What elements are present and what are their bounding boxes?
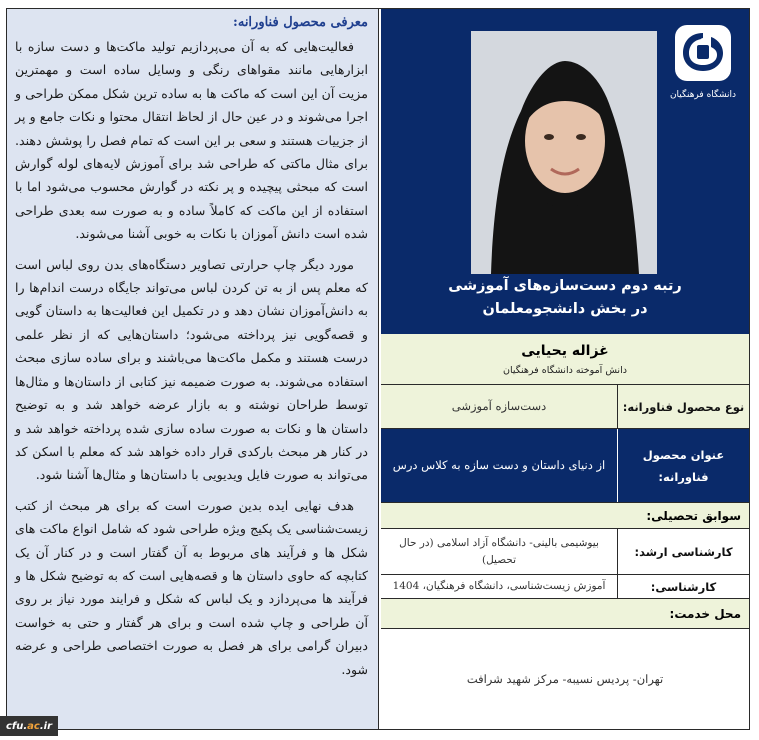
award-title-line1: رتبه دوم دست‌سازه‌های آموزشی [448, 278, 682, 294]
education-section-title: سوابق تحصیلی: [381, 503, 749, 529]
university-logo [667, 17, 739, 105]
row-product-title [381, 429, 749, 503]
award-title-line2: در بخش دانشجومعلمان [482, 301, 648, 317]
bachelor-value: آموزش زیست‌شناسی، دانشگاه فرهنگیان، 1404 [392, 580, 606, 592]
service-value: تهران- پردیس نسیبه- مرکز شهید شرافت [466, 671, 664, 686]
intro-heading: معرفی محصول فناورانه: [233, 15, 368, 30]
product-type-value: دست‌سازه آموزشی [451, 399, 547, 413]
row-product-type [381, 385, 749, 429]
row-bachelor [381, 575, 749, 599]
intro-paragraph: مورد دیگر چاپ حرارتی تصاویر دستگاه‌های بدن روی لباس است که معلم پس از به تن کردن لباس می‌تواند جایگاه درست اندام‌ها را به دانش‌آموزان نشان دهد و در تکمیل این فعالیت‌ها به داستان گویی و قصه‌گویی نیز پرداخته می‌شود؛ داستان‌هایی که از نظر علمی درست هستند و مکمل ماکت‌ها می‌باشند و برای ساده سازی مبحث استفاده می‌شوند. به صورت ضمیمه نیز کتابی از داستان‌ها و مثال‌ها توسط طراحان نوشته و به بازار عرضه خواهد شد و به توضیح داستان ها و نکات به صورت ساده سازی شده پرداخته خواهد شد و در کنار هر مبحث بارکدی قرار داده خواهد شد که معلم با اسکن کد می‌تواند به صورت فایل ویدیویی با داستان‌ها و مثال‌ها آشنا شود. [15, 256, 368, 483]
portrait-photo [471, 31, 657, 274]
portrait-image [471, 31, 657, 274]
profile-panel [381, 9, 749, 729]
person-name: غزاله یحیایی [521, 343, 609, 359]
intro-paragraph: هدف نهایی ایده بدین صورت است که برای هر مبحث از کتب زیست‌شناسی یک پکیج ویژه طراحی شود که شامل انواع ماکت های شکل ها و فرآیند های مربوط به آن گفتار است و در کنار آن یک کتابچه که حاوی داستان ها و قصه‌هایی است که به توضیح شکل ها و فرآیند ها می‌پردازد و یک لباس که شکل و فرایند مورد نیاز بر روی آن طراحی و چاپ شده است و برای هر گفتار و حتی به خواست دبیران گرامی برای هر فصل به صورت اختصاصی طراحی و عرضه شود. [15, 497, 368, 677]
product-title-label: عنوان محصول فناورانه: [617, 429, 749, 502]
logo-caption: دانشگاه فرهنگیان [669, 90, 737, 100]
watermark-prefix: cfu. [5, 720, 28, 732]
bachelor-label: کارشناسی: [617, 575, 749, 598]
university-logo-icon [667, 17, 739, 105]
row-service [381, 629, 749, 729]
row-masters [381, 529, 749, 575]
name-box [381, 334, 749, 385]
person-affiliation: دانش آموخته دانشگاه فرهنگیان [503, 365, 627, 376]
site-watermark [0, 716, 58, 736]
masters-label: کارشناسی ارشد: [617, 529, 749, 574]
service-section-title: محل خدمت: [381, 599, 749, 629]
watermark-suffix: .ir [39, 720, 53, 732]
intro-paragraph: فعالیت‌هایی که به آن می‌پردازیم تولید ماکت‌ها و دست سازه با ابزارهایی مانند مقواهای رنگی و وسایل ساده است و مهمترین مزیت آن این است که ماکت ها به ساده ترین شکل ممکن طراحی و اجرا می‌شوند و در عین حال از لحاظ انتقال محتوا و نکات جامع و پر از جزییات هستند و سعی بر این است که تمام فصل را پوشش دهند. برای مثال ماکتی که طراحی شد برای آموزش لایه‌های لوله گوارش است که مبحثی پیچیده و پر نکته در گوارش محسوب می‌شود اما با استفاده از این ماکت که کاملاً ساده و به صورت سه بعدی طراحی شده است دانش آموزان با نکات به خوبی آشنا می‌شوند. [15, 39, 368, 242]
product-type-label: نوع محصول فناورانه: [617, 385, 749, 428]
profile-header [381, 9, 749, 334]
masters-value: بیوشیمی بالینی- دانشگاه آزاد اسلامی (در حال تحصیل) [399, 536, 599, 566]
award-title [381, 275, 749, 321]
intro-panel [7, 9, 379, 729]
watermark-accent: ac [27, 720, 40, 732]
product-title-value: از دنیای داستان و دست سازه به کلاس درس [392, 458, 606, 472]
